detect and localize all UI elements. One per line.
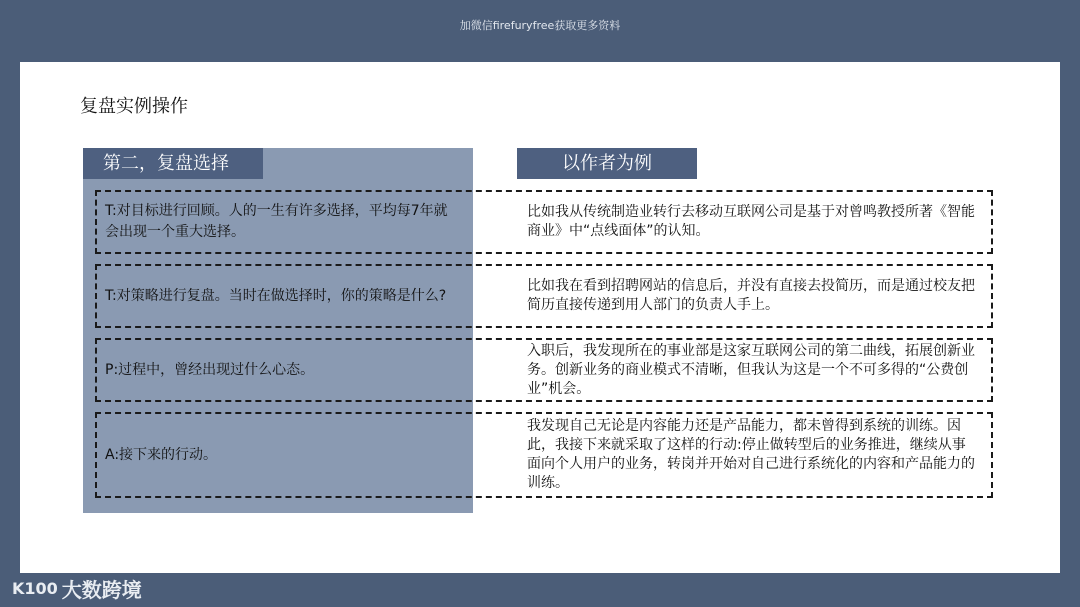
right-column-header: 以作者为例	[517, 148, 697, 179]
row-box-4	[95, 412, 993, 498]
row-3-left-text: P:过程中，曾经出现过什么心态。	[105, 361, 315, 378]
brand-logo	[12, 575, 142, 601]
row-box-2	[95, 264, 993, 328]
row-4-left-text: A:接下来的行动。	[105, 446, 218, 463]
slide-title: 复盘实例操作	[80, 96, 188, 117]
row-1-right-text: 比如我从传统制造业转行去移动互联网公司是基于对曾鸣教授所著《智能商业》中“点线面体”的认知。	[527, 204, 975, 239]
logo-text: 大数跨境	[61, 577, 142, 602]
logo-mark-icon: K100	[12, 578, 58, 598]
row-box-3	[95, 338, 993, 402]
header-note: 加微信firefuryfree获取更多资料	[459, 19, 621, 32]
row-1-left-text: T:对目标进行回顾。人的一生有许多选择，平均每7年就会出现一个重大选择。	[105, 203, 448, 240]
left-column-header: 第二，复盘选择	[83, 148, 263, 179]
row-2-left-text: T:对策略进行复盘。当时在做选择时，你的策略是什么?	[105, 287, 447, 304]
row-2-right-text: 比如我在看到招聘网站的信息后，并没有直接去投简历，而是通过校友把简历直接传递到用人部门的负责人手上。	[527, 278, 975, 313]
row-3-right-text: 入职后，我发现所在的事业部是这家互联网公司的第二曲线，拓展创新业务。创新业务的商业模式不清晰，但我认为这是一个不可多得的“公费创业”机会。	[527, 342, 975, 397]
row-box-1	[95, 190, 993, 254]
slide	[20, 62, 1060, 573]
row-4-right-text: 我发现自己无论是内容能力还是产品能力，都未曾得到系统的训练。因此，我接下来就采取了这样的行动:停止做转型后的业务推进，继续从事面向个人用户的业务，转岗并开始对自己进行系统化的内容和产品能力的训练。	[527, 418, 975, 491]
